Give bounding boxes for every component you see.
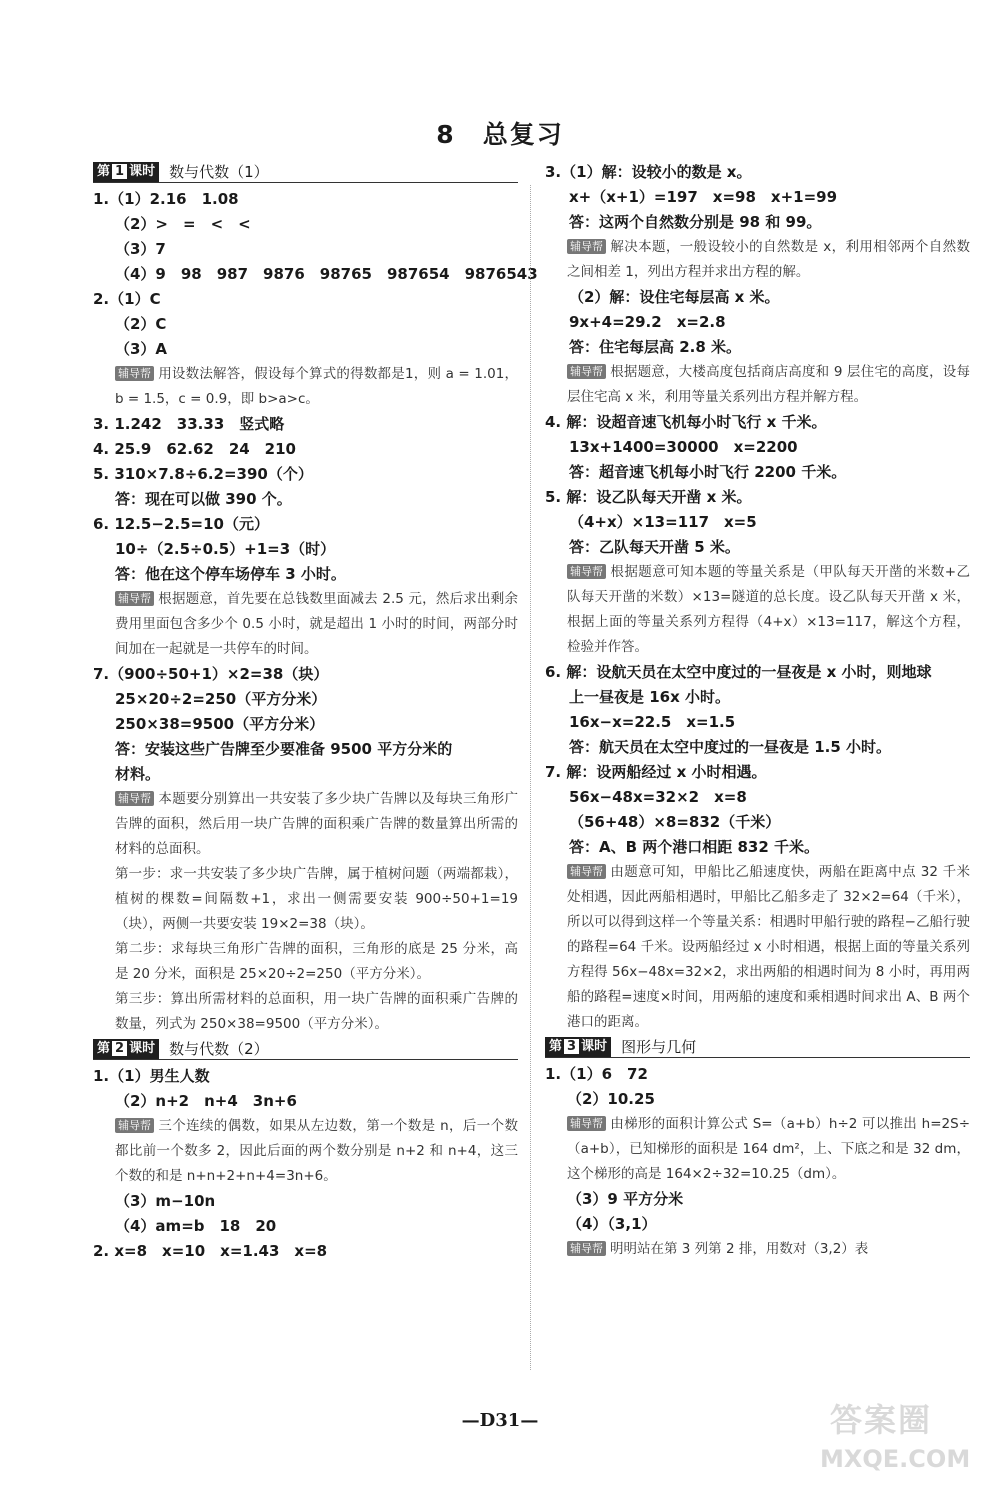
watermark-url: MXQE.COM	[820, 1445, 971, 1473]
explanation-text: 解决本题，一般设较小的自然数是 x，利用相邻两个自然数之间相差 1，列出方程并求出方程的解。	[567, 239, 970, 280]
explanation-note	[545, 560, 970, 660]
answer-line: 3.（1）解：设较小的数是 x。	[545, 163, 752, 181]
explanation-text: 由题意可知，甲船比乙船速度快，两船在距离中点 32 千米处相遇，因此两船相遇时，甲船比乙船多走了 32×2=64（千米），所以可以得到这样一个等量关系：相遇时甲船行驶的路程−乙船行驶的路程=64 千米。设两船经过 x 小时相遇，根据上面的等量关系列方程得 56x−48x=32×2，求出两船的相遇时间为 8 小时，再用两船的路程=速度×时间，用两船的速度和乘相遇时间求出 A、B 两个港口的距离。	[567, 864, 970, 1030]
page-title: 8 总复习	[436, 120, 564, 149]
answer-line: 上一昼夜是 16x 小时。	[569, 688, 730, 706]
answer-line: 1.（1）6 72	[545, 1065, 648, 1083]
answer-line: 7. 解：设两船经过 x 小时相遇。	[545, 763, 767, 781]
answer-line: 2.（1）C	[93, 290, 161, 308]
section-header	[93, 1037, 518, 1060]
explanation-note	[545, 360, 970, 410]
answer-line: （4）am=b 18 20	[115, 1217, 277, 1235]
explanation-text: 由梯形的面积计算公式 S=（a+b）h÷2 可以推出 h=2S÷（a+b），已知梯形的面积是 164 dm²，上、下底之和是 32 dm，这个梯形的高是 164×2÷32=10.25（dm）。	[567, 1116, 970, 1182]
section-header	[93, 160, 518, 183]
section-title: 图形与几何	[621, 1038, 697, 1056]
lesson-tag-suffix: 课时	[129, 1041, 156, 1056]
explanation-note	[545, 235, 970, 285]
lesson-tag-prefix: 第	[97, 1041, 111, 1056]
answer-line: 5. 310×7.8÷6.2=390（个）	[93, 465, 313, 483]
explanation-note	[93, 862, 518, 937]
watermark-logo: 答案圈	[830, 1401, 933, 1439]
explanation-text: 根据题意可知本题的等量关系是（甲队每天开凿的米数+乙队每天开凿的米数）×13=隧道的总长度。设乙队每天开凿 x 米，根据上面的等量关系列方程得（4+x）×13=117，解这个方程，检验并作答。	[567, 564, 970, 655]
answer-line: 7.（900÷50+1）×2=38（块）	[93, 665, 329, 683]
explanation-note	[545, 1112, 970, 1187]
section-title: 数与代数（1）	[169, 163, 269, 181]
answer-line: （2）10.25	[567, 1090, 655, 1108]
explanation-text: 本题要分别算出一共安装了多少块广告牌以及每块三角形广告牌的面积，然后用一块广告牌的面积乘广告牌的数量算出所需的材料的总面积。	[115, 791, 518, 857]
answer-line: （3）9 平方分米	[567, 1190, 684, 1208]
answer-line: 1.（1）2.16 1.08	[93, 190, 239, 208]
tutor-help-badge: 辅导帮	[567, 1116, 606, 1131]
answer-line: 答：乙队每天开凿 5 米。	[569, 538, 740, 556]
tutor-help-badge: 辅导帮	[567, 864, 606, 879]
page-number: —D31—	[461, 1410, 539, 1431]
explanation-text: 根据题意，大楼高度包括商店高度和 9 层住宅的高度，设每层住宅高 x 米，利用等量关系列出方程并解方程。	[567, 364, 970, 405]
tutor-help-badge: 辅导帮	[567, 239, 606, 254]
answer-line: 答：住宅每层高 2.8 米。	[569, 338, 742, 356]
answer-line: （4）9 98 987 9876 98765 987654 9876543	[115, 265, 538, 283]
answer-line: 1.（1）男生人数	[93, 1067, 210, 1085]
answer-line: 56x−48x=32×2 x=8	[569, 788, 747, 806]
answer-line: 答：现在可以做 390 个。	[115, 490, 292, 508]
answer-line: （3）A	[115, 340, 168, 358]
answer-line: 6. 12.5−2.5=10（元）	[93, 515, 269, 533]
answer-line: 答：航天员在太空中度过的一昼夜是 1.5 小时。	[569, 738, 892, 756]
answer-line: （4+x）×13=117 x=5	[569, 513, 757, 531]
explanation-note	[93, 987, 518, 1037]
column-divider	[530, 185, 531, 1370]
explanation-note	[93, 587, 518, 662]
explanation-note	[93, 787, 518, 862]
answer-line: （4）（3,1）	[567, 1215, 657, 1233]
explanation-text: 明明站在第 3 列第 2 排，用数对（3,2）表	[610, 1241, 869, 1257]
explanation-note	[93, 1114, 518, 1189]
explanation-text: 第二步：求每块三角形广告牌的面积，三角形的底是 25 分米，高是 20 分米，面积是 25×20÷2=250（平方分米）。	[115, 941, 518, 982]
lesson-tag	[93, 1039, 159, 1059]
lesson-tag-suffix: 课时	[581, 1039, 608, 1054]
answer-line: 答：安装这些广告牌至少要准备 9500 平方分米的	[115, 740, 453, 758]
left-column	[93, 160, 538, 1264]
answer-line: 答：这两个自然数分别是 98 和 99。	[569, 213, 822, 231]
answer-line: 5. 解：设乙队每天开凿 x 米。	[545, 488, 752, 506]
answer-line: （2）C	[115, 315, 167, 333]
lesson-tag-suffix: 课时	[129, 164, 156, 179]
explanation-note	[545, 860, 970, 1035]
answer-line: （2）> = < <	[115, 215, 251, 233]
explanation-text: 三个连续的偶数，如果从左边数，第一个数是 n，后一个数都比前一个数多 2，因此后面的两个数分别是 n+2 和 n+4，这三个数的和是 n+n+2+n+4=3n+6。	[115, 1118, 518, 1184]
answer-line: 25×20÷2=250（平方分米）	[115, 690, 327, 708]
lesson-number: 2	[112, 1041, 127, 1056]
right-column	[545, 160, 970, 1262]
explanation-text: 第一步：求一共安装了多少块广告牌，属于植树问题（两端都栽），植树的棵数=间隔数+1，求出一侧需要安装 900÷50+1=19（块），两侧一共要安装 19×2=38（块）。	[115, 866, 518, 932]
answer-line: 9x+4=29.2 x=2.8	[569, 313, 726, 331]
answer-line: x+（x+1）=197 x=98 x+1=99	[569, 188, 838, 206]
answer-line: 4. 25.9 62.62 24 210	[93, 440, 296, 458]
answer-line: 答：超音速飞机每小时飞行 2200 千米。	[569, 463, 847, 481]
lesson-number: 1	[112, 164, 127, 179]
tutor-help-badge: 辅导帮	[115, 791, 154, 806]
tutor-help-badge: 辅导帮	[567, 1241, 606, 1256]
answer-line: （3）m−10n	[115, 1192, 216, 1210]
answer-line: 250×38=9500（平方分米）	[115, 715, 325, 733]
answer-line: 4. 解：设超音速飞机每小时飞行 x 千米。	[545, 413, 827, 431]
answer-line: 3. 1.242 33.33 竖式略	[93, 415, 285, 433]
explanation-note	[93, 362, 518, 412]
tutor-help-badge: 辅导帮	[115, 1118, 154, 1133]
explanation-text: 用设数法解答，假设每个算式的得数都是1，则 a = 1.01，b = 1.5，c = 0.9，即 b>a>c。	[115, 366, 518, 407]
explanation-text: 第三步：算出所需材料的总面积，用一块广告牌的面积乘广告牌的数量，列式为 250×38=9500（平方分米）。	[115, 991, 518, 1032]
answer-line: （3）7	[115, 240, 166, 258]
tutor-help-badge: 辅导帮	[115, 366, 154, 381]
tutor-help-badge: 辅导帮	[567, 364, 606, 379]
explanation-note	[545, 1237, 970, 1262]
section-title: 数与代数（2）	[169, 1040, 269, 1058]
answer-line: 材料。	[115, 765, 161, 783]
answer-line: 答：A、B 两个港口相距 832 千米。	[569, 838, 820, 856]
lesson-tag	[545, 1037, 611, 1057]
lesson-tag	[93, 162, 159, 182]
lesson-tag-prefix: 第	[97, 164, 111, 179]
explanation-note	[93, 937, 518, 987]
answer-line: （2）解：设住宅每层高 x 米。	[569, 288, 780, 306]
answer-line: （56+48）×8=832（千米）	[569, 813, 781, 831]
explanation-text: 根据题意，首先要在总钱数里面减去 2.5 元，然后求出剩余费用里面包含多少个 0.5 小时，就是超出 1 小时的时间，两部分时间加在一起就是一共停车的时间。	[115, 591, 518, 657]
answer-line: （2）n+2 n+4 3n+6	[115, 1092, 297, 1110]
answer-line: 16x−x=22.5 x=1.5	[569, 713, 736, 731]
answer-line: 6. 解：设航天员在太空中度过的一昼夜是 x 小时，则地球	[545, 663, 932, 681]
answer-line: 10÷（2.5÷0.5）+1=3（时）	[115, 540, 336, 558]
tutor-help-badge: 辅导帮	[567, 564, 606, 579]
lesson-number: 3	[564, 1039, 579, 1054]
answer-line: 13x+1400=30000 x=2200	[569, 438, 798, 456]
answer-line: 答：他在这个停车场停车 3 小时。	[115, 565, 346, 583]
tutor-help-badge: 辅导帮	[115, 591, 154, 606]
answer-line: 2. x=8 x=10 x=1.43 x=8	[93, 1242, 328, 1260]
section-header	[545, 1035, 970, 1058]
lesson-tag-prefix: 第	[549, 1039, 563, 1054]
